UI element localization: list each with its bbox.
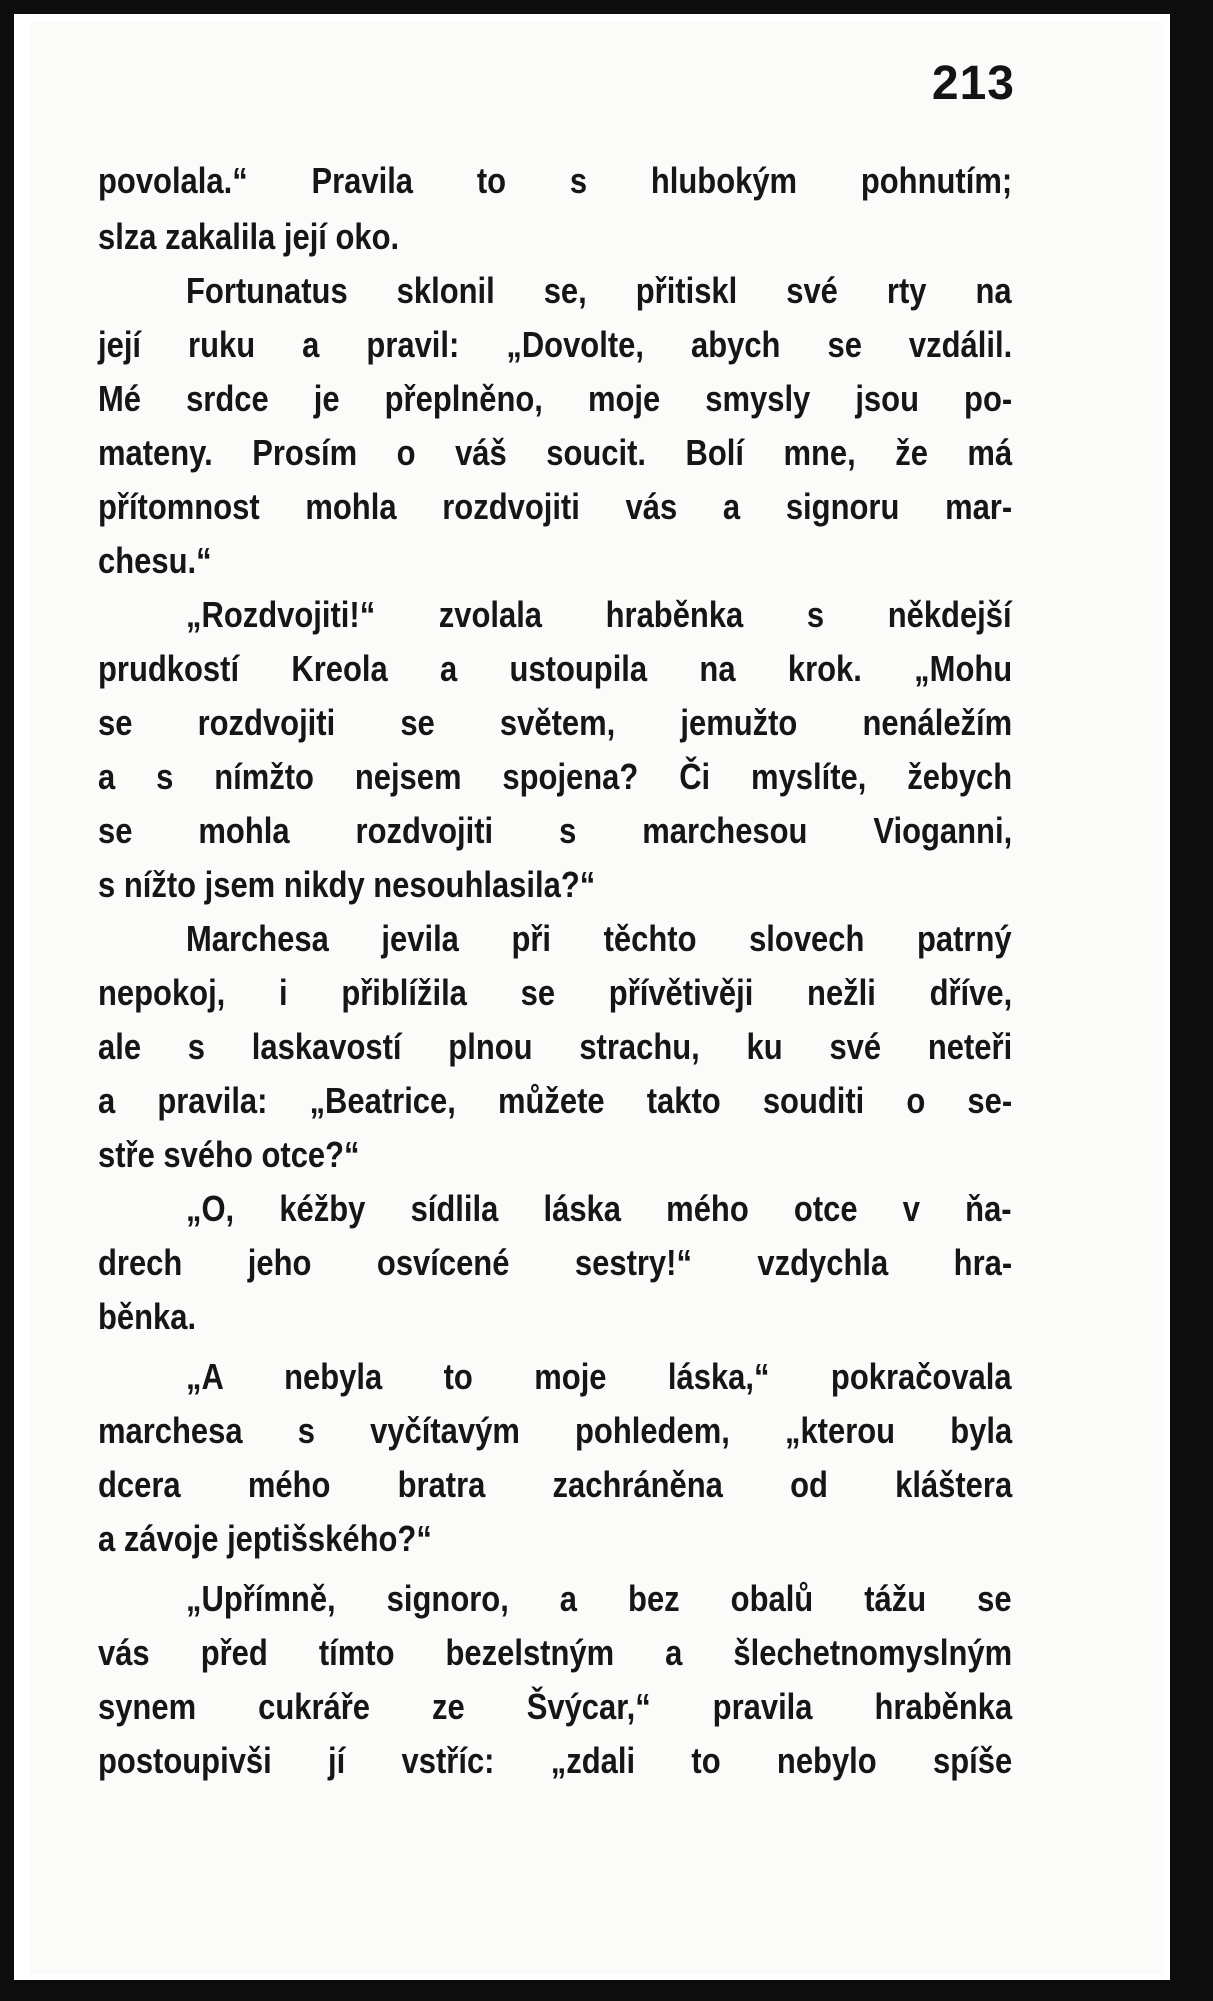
text-line: chesu.“	[98, 540, 212, 581]
text-line: mateny. Prosím o váš soucit. Bolí mne, že má	[98, 432, 1013, 473]
text-line: a pravila: „Beatrice, můžete takto souditi o se-	[98, 1080, 1013, 1121]
text-line: ale s laskavostí plnou strachu, ku své neteři	[98, 1026, 1013, 1067]
scan-border-top	[0, 0, 1213, 14]
text-line: povolala.“ Pravila to s hlubokým pohnutím;	[98, 160, 1013, 201]
text-line: se mohla rozdvojiti s marchesou Vioganni,	[98, 810, 1013, 851]
text-line: běnka.	[98, 1296, 197, 1337]
text-line: Marchesa jevila při těchto slovech patrný	[186, 918, 1012, 959]
text-line: Fortunatus sklonil se, přitiskl své rty na	[186, 270, 1012, 311]
text-line: přítomnost mohla rozdvojiti vás a signoru mar-	[98, 486, 1013, 527]
scan-border-right	[1170, 0, 1213, 2001]
text-line: dcera mého bratra zachráněna od kláštera	[98, 1464, 1013, 1505]
text-line: „A nebyla to moje láska,“ pokračovala	[186, 1356, 1012, 1397]
text-line: synem cukráře ze Švýcar,“ pravila hraběnka	[98, 1686, 1013, 1727]
page-number: 213	[931, 57, 1015, 110]
text-line: se rozdvojiti se světem, jemužto nenáležím	[98, 702, 1013, 743]
text-line: „Upřímně, signoro, a bez obalů tážu se	[186, 1578, 1012, 1619]
text-line: stře svého otce?“	[98, 1134, 360, 1175]
text-line: nepokoj, i přiblížila se přívětivěji nežli dříve,	[98, 972, 1013, 1013]
text-line: marchesa s vyčítavým pohledem, „kterou byla	[98, 1410, 1013, 1451]
scan-border-left	[0, 0, 14, 2001]
text-line: její ruku a pravil: „Dovolte, abych se vzdálil.	[98, 324, 1013, 365]
text-line: s nížto jsem nikdy nesouhlasila?“	[98, 864, 596, 905]
scan-border-bottom	[0, 1980, 1213, 2001]
text-line: vás před tímto bezelstným a šlechetnomyslným	[98, 1632, 1013, 1673]
text-line: prudkostí Kreola a ustoupila na krok. „Mohu	[98, 648, 1013, 689]
text-line: a s nímžto nejsem spojena? Či myslíte, žebych	[98, 756, 1013, 797]
text-line: slza zakalila její oko.	[98, 216, 400, 257]
text-line: postoupivši jí vstříc: „zdali to nebylo spíše	[98, 1740, 1013, 1781]
text-line: a závoje jeptišského?“	[98, 1518, 432, 1559]
text-line: Mé srdce je přeplněno, moje smysly jsou po-	[98, 378, 1013, 419]
text-line: „O, kéžby sídlila láska mého otce v ňa-	[186, 1188, 1012, 1229]
text-line: drech jeho osvícené sestry!“ vzdychla hra-	[98, 1242, 1013, 1283]
text-line: „Rozdvojiti!“ zvolala hraběnka s někdejší	[186, 594, 1012, 635]
